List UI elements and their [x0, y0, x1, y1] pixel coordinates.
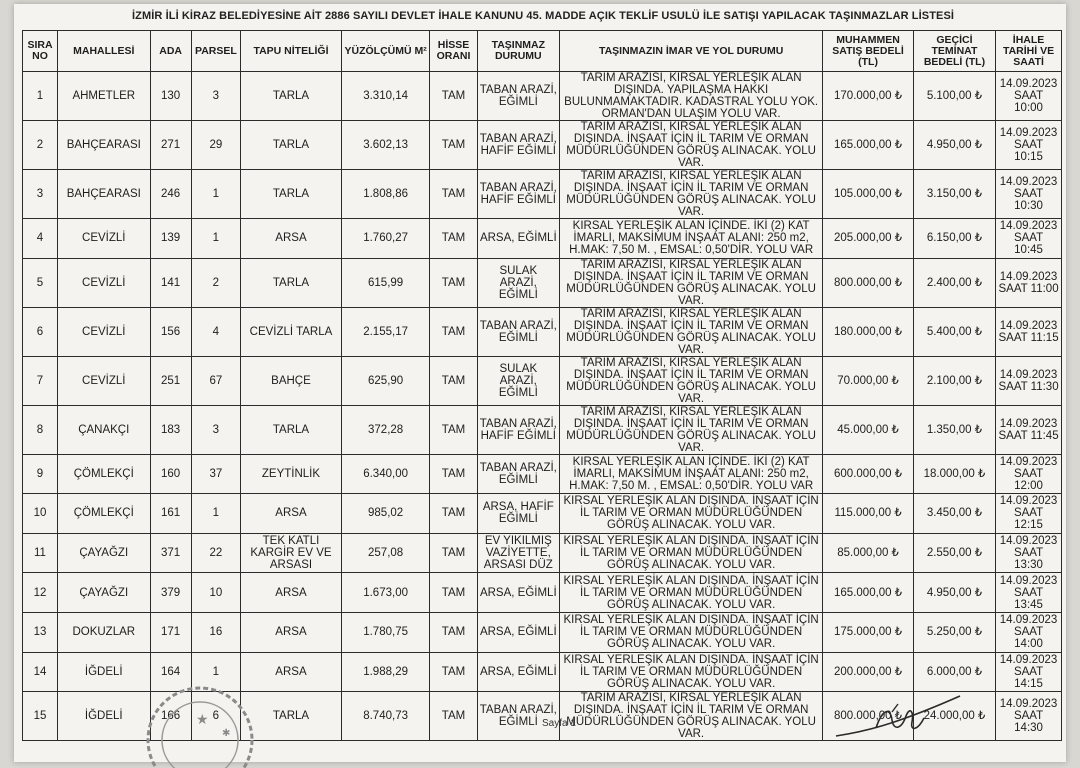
table-row	[23, 494, 1062, 534]
row-tapu: TARLA	[241, 72, 342, 121]
row-tapu: TARLA	[241, 692, 342, 741]
row-yuzolcumu: 1.988,29	[341, 652, 429, 692]
row-durum: SULAK ARAZİ, EĞİMLİ	[477, 258, 559, 307]
row-tarih	[996, 356, 1062, 405]
row-parsel: 16	[191, 612, 240, 652]
header-durum: TAŞINMAZ DURUMU	[477, 31, 559, 72]
row-bedel: 105.000,00 ₺	[823, 170, 914, 219]
row-mahalle: DOKUZLAR	[57, 612, 150, 652]
row-bedel: 85.000,00 ₺	[823, 533, 914, 573]
row-tarih-saat: SAAT 10:30	[1013, 188, 1044, 212]
row-tarih	[996, 307, 1062, 356]
row-tarih-saat: SAAT 11:15	[998, 331, 1059, 344]
row-teminat: 3.450,00 ₺	[913, 494, 995, 534]
row-teminat: 2.100,00 ₺	[913, 356, 995, 405]
row-yuzolcumu: 257,08	[341, 533, 429, 573]
row-tarih-date: 14.09.2023	[999, 698, 1058, 711]
row-tarih-saat: SAAT 10:00	[1013, 90, 1044, 114]
table-row	[23, 258, 1062, 307]
svg-text:★: ★	[196, 712, 209, 728]
property-table	[22, 30, 1062, 741]
row-yuzolcumu: 1.780,75	[341, 612, 429, 652]
row-imar: TARIM ARAZİSİ, KIRSAL YERLEŞİK ALAN DIŞINDA. İNŞAAT İÇİN İL TARIM VE ORMAN MÜDÜRLÜĞÜNDEN GÖRÜŞ ALINACAK. YOLU VAR.	[559, 692, 822, 741]
row-sira: 11	[23, 533, 58, 573]
row-tapu: TARLA	[241, 405, 342, 454]
row-ada: 171	[150, 612, 191, 652]
row-teminat: 4.950,00 ₺	[913, 573, 995, 613]
row-tarih	[996, 573, 1062, 613]
table-row	[23, 573, 1062, 613]
row-mahalle: CEVİZLİ	[57, 258, 150, 307]
row-durum: TABAN ARAZİ, HAFİF EĞİMLİ	[477, 170, 559, 219]
row-tarih-saat: SAAT 11:00	[998, 282, 1059, 295]
row-durum: ARSA, EĞİMLİ	[477, 573, 559, 613]
row-durum: EV YIKILMIŞ VAZİYETTE, ARSASI DÜZ	[477, 533, 559, 573]
row-ada: 161	[150, 494, 191, 534]
row-durum: TABAN ARAZİ, EĞİMLİ	[477, 454, 559, 494]
row-tapu: ARSA	[241, 494, 342, 534]
row-tapu: TARLA	[241, 170, 342, 219]
table-row	[23, 121, 1062, 170]
table-row	[23, 612, 1062, 652]
row-tarih	[996, 652, 1062, 692]
table-row	[23, 454, 1062, 494]
row-hisse: TAM	[430, 405, 477, 454]
row-ada: 251	[150, 356, 191, 405]
row-bedel: 70.000,00 ₺	[823, 356, 914, 405]
row-hisse: TAM	[430, 356, 477, 405]
row-parsel: 2	[191, 258, 240, 307]
row-bedel: 165.000,00 ₺	[823, 121, 914, 170]
table-header-row	[23, 31, 1062, 72]
row-yuzolcumu: 1.808,86	[341, 170, 429, 219]
row-tarih	[996, 258, 1062, 307]
row-ada: 246	[150, 170, 191, 219]
row-durum: ARSA, EĞİMLİ	[477, 652, 559, 692]
row-tarih	[996, 692, 1062, 741]
row-bedel: 45.000,00 ₺	[823, 405, 914, 454]
row-sira: 6	[23, 307, 58, 356]
row-durum: ARSA, EĞİMLİ	[477, 219, 559, 259]
row-teminat: 2.400,00 ₺	[913, 258, 995, 307]
row-sira: 5	[23, 258, 58, 307]
row-tapu: ARSA	[241, 612, 342, 652]
row-yuzolcumu: 6.340,00	[341, 454, 429, 494]
row-mahalle: ÇÖMLEKÇİ	[57, 454, 150, 494]
row-parsel: 22	[191, 533, 240, 573]
row-parsel: 1	[191, 170, 240, 219]
row-tarih-date: 14.09.2023	[999, 495, 1058, 508]
row-yuzolcumu: 3.310,14	[341, 72, 429, 121]
row-teminat: 6.000,00 ₺	[913, 652, 995, 692]
row-sira: 14	[23, 652, 58, 692]
row-imar: KIRSAL YERLEŞİK ALAN DIŞINDA. İNŞAAT İÇİN İL TARIM VE ORMAN MÜDÜRLÜĞÜNDEN GÖRÜŞ ALINACAK. YOLU VAR.	[559, 573, 822, 613]
row-parsel: 37	[191, 454, 240, 494]
row-hisse: TAM	[430, 612, 477, 652]
table-row	[23, 356, 1062, 405]
row-tarih	[996, 454, 1062, 494]
row-tarih-date: 14.09.2023	[999, 455, 1058, 468]
row-ada: 156	[150, 307, 191, 356]
row-imar: KIRSAL YERLEŞİK ALAN İÇİNDE. İKİ (2) KAT İMARLI, MAKSİMUM İNŞAAT ALANI: 250 m2, H.MAK: 7,50 M. , EMSAL: 0,50'DİR. YOLU VAR	[559, 454, 822, 494]
row-sira: 10	[23, 494, 58, 534]
header-tapu: TAPU NİTELİĞİ	[241, 31, 342, 72]
row-tarih-saat: SAAT 11:30	[998, 380, 1059, 393]
row-imar: KIRSAL YERLEŞİK ALAN DIŞINDA. İNŞAAT İÇİN İL TARIM VE ORMAN MÜDÜRLÜĞÜNDEN GÖRÜŞ ALINACAK. YOLU VAR.	[559, 533, 822, 573]
svg-text:✱: ✱	[222, 728, 231, 739]
header-imar: TAŞINMAZIN İMAR VE YOL DURUMU	[559, 31, 822, 72]
official-stamp-icon	[130, 678, 260, 768]
row-mahalle: İĞDELİ	[57, 652, 150, 692]
row-mahalle: BAHÇEARASI	[57, 121, 150, 170]
row-yuzolcumu: 2.155,17	[341, 307, 429, 356]
row-ada: 160	[150, 454, 191, 494]
row-tarih	[996, 170, 1062, 219]
row-imar: TARIM ARAZİSİ, KIRSAL YERLEŞİK ALAN DIŞINDA. İNŞAAT İÇİN İL TARIM VE ORMAN MÜDÜRLÜĞÜNDEN GÖRÜŞ ALINACAK. YOLU VAR.	[559, 307, 822, 356]
row-bedel: 800.000,00 ₺	[823, 258, 914, 307]
row-tarih-saat: SAAT 11:45	[998, 429, 1059, 442]
row-parsel: 1	[191, 219, 240, 259]
row-mahalle: CEVİZLİ	[57, 356, 150, 405]
row-yuzolcumu: 625,90	[341, 356, 429, 405]
row-tarih-saat: SAAT 14:15	[1013, 665, 1044, 690]
row-sira: 7	[23, 356, 58, 405]
row-imar: TARIM ARAZİSİ, KIRSAL YERLEŞİK ALAN DIŞINDA. İNŞAAT İÇİN İL TARIM VE ORMAN MÜDÜRLÜĞÜNDEN GÖRÜŞ ALINACAK. YOLU VAR.	[559, 121, 822, 170]
header-hisse: HİSSE ORANI	[430, 31, 477, 72]
row-yuzolcumu: 1.673,00	[341, 573, 429, 613]
row-hisse: TAM	[430, 307, 477, 356]
row-ada: 166	[150, 692, 191, 741]
signature-icon	[832, 692, 962, 744]
row-hisse: TAM	[430, 494, 477, 534]
row-imar: KIRSAL YERLEŞİK ALAN DIŞINDA. İNŞAAT İÇİN İL TARIM VE ORMAN MÜDÜRLÜĞÜNDEN GÖRÜŞ ALINACAK. YOLU VAR.	[559, 494, 822, 534]
row-tarih-date: 14.09.2023	[999, 614, 1058, 627]
row-sira: 9	[23, 454, 58, 494]
row-tarih	[996, 612, 1062, 652]
row-tapu: TARLA	[241, 121, 342, 170]
table-row	[23, 219, 1062, 259]
row-hisse: TAM	[430, 692, 477, 741]
row-parsel: 1	[191, 652, 240, 692]
row-durum: ARSA, HAFİF EĞİMLİ	[477, 494, 559, 534]
row-tarih-saat: SAAT 12:15	[1013, 507, 1044, 532]
row-ada: 164	[150, 652, 191, 692]
row-tarih	[996, 405, 1062, 454]
row-ada: 371	[150, 533, 191, 573]
row-durum: ARSA, EĞİMLİ	[477, 612, 559, 652]
row-parsel: 3	[191, 405, 240, 454]
row-tarih-saat: SAAT 14:30	[1013, 710, 1044, 735]
row-tarih-date: 14.09.2023	[999, 220, 1058, 233]
row-hisse: TAM	[430, 121, 477, 170]
row-tapu: ZEYTİNLİK	[241, 454, 342, 494]
table-row	[23, 170, 1062, 219]
row-hisse: TAM	[430, 170, 477, 219]
row-imar: TARIM ARAZİSİ, KIRSAL YERLEŞİK ALAN DIŞINDA. İNŞAAT İÇİN İL TARIM VE ORMAN MÜDÜRLÜĞÜNDEN GÖRÜŞ ALINACAK. YOLU VAR.	[559, 356, 822, 405]
row-tarih-date: 14.09.2023	[999, 574, 1058, 587]
row-tarih	[996, 121, 1062, 170]
table-row	[23, 72, 1062, 121]
row-tarih-date: 14.09.2023	[999, 417, 1058, 430]
row-teminat: 3.150,00 ₺	[913, 170, 995, 219]
row-teminat: 4.950,00 ₺	[913, 121, 995, 170]
row-parsel: 1	[191, 494, 240, 534]
header-teminat: GEÇİCİ TEMİNAT BEDELİ (TL)	[913, 31, 995, 72]
row-ada: 139	[150, 219, 191, 259]
row-durum: TABAN ARAZİ, EĞİMLİ	[477, 307, 559, 356]
row-parsel: 10	[191, 573, 240, 613]
row-bedel: 175.000,00 ₺	[823, 612, 914, 652]
row-hisse: TAM	[430, 533, 477, 573]
row-hisse: TAM	[430, 258, 477, 307]
row-durum: TABAN ARAZİ, EĞİMLİ	[477, 72, 559, 121]
row-hisse: TAM	[430, 652, 477, 692]
row-parsel: 67	[191, 356, 240, 405]
row-yuzolcumu: 8.740,73	[341, 692, 429, 741]
row-mahalle: ÇÖMLEKÇİ	[57, 494, 150, 534]
row-ada: 141	[150, 258, 191, 307]
row-mahalle: CEVİZLİ	[57, 219, 150, 259]
row-tapu: CEVİZLİ TARLA	[241, 307, 342, 356]
row-mahalle: BAHÇEARASI	[57, 170, 150, 219]
row-imar: TARIM ARAZİSİ, KIRSAL YERLEŞİK ALAN DIŞINDA. İNŞAAT İÇİN İL TARIM VE ORMAN MÜDÜRLÜĞÜNDEN GÖRÜŞ ALINACAK. YOLU VAR.	[559, 170, 822, 219]
row-tapu: BAHÇE	[241, 356, 342, 405]
row-teminat: 5.100,00 ₺	[913, 72, 995, 121]
row-teminat: 24.000,00 ₺	[913, 692, 995, 741]
row-ada: 183	[150, 405, 191, 454]
row-yuzolcumu: 372,28	[341, 405, 429, 454]
row-hisse: TAM	[430, 573, 477, 613]
row-imar: TARIM ARAZİSİ, KIRSAL YERLEŞİK ALAN DIŞINDA. İNŞAAT İÇİN İL TARIM VE ORMAN MÜDÜRLÜĞÜNDEN GÖRÜŞ ALINACAK. YOLU VAR.	[559, 405, 822, 454]
row-bedel: 200.000,00 ₺	[823, 652, 914, 692]
row-tapu: ARSA	[241, 573, 342, 613]
row-tapu: TARLA	[241, 258, 342, 307]
row-ada: 130	[150, 72, 191, 121]
row-tarih-date: 14.09.2023	[999, 78, 1058, 90]
row-tarih	[996, 494, 1062, 534]
row-imar: KIRSAL YERLEŞİK ALAN DIŞINDA. İNŞAAT İÇİN İL TARIM VE ORMAN MÜDÜRLÜĞÜNDEN GÖRÜŞ ALINACAK. YOLU VAR.	[559, 652, 822, 692]
row-teminat: 5.400,00 ₺	[913, 307, 995, 356]
row-tarih-date: 14.09.2023	[999, 127, 1058, 139]
row-mahalle: AHMETLER	[57, 72, 150, 121]
row-hisse: TAM	[430, 72, 477, 121]
row-tarih-saat: SAAT 10:45	[1013, 232, 1044, 257]
row-tapu: ARSA	[241, 652, 342, 692]
row-teminat: 1.350,00 ₺	[913, 405, 995, 454]
row-sira: 13	[23, 612, 58, 652]
row-parsel: 3	[191, 72, 240, 121]
row-parsel: 6	[191, 692, 240, 741]
row-sira: 8	[23, 405, 58, 454]
row-bedel: 115.000,00 ₺	[823, 494, 914, 534]
row-sira: 15	[23, 692, 58, 741]
row-tarih-saat: SAAT 10:15	[1013, 139, 1044, 163]
row-tarih	[996, 219, 1062, 259]
row-tarih-date: 14.09.2023	[999, 368, 1058, 381]
row-mahalle: ÇANAKÇI	[57, 405, 150, 454]
header-mahalle: MAHALLESİ	[57, 31, 150, 72]
row-tarih-date: 14.09.2023	[999, 535, 1058, 548]
row-sira: 3	[23, 170, 58, 219]
row-durum: TABAN ARAZİ, EĞİMLİ	[477, 692, 559, 741]
row-ada: 379	[150, 573, 191, 613]
page-number: Sayfa 1	[542, 718, 576, 729]
row-tarih-saat: SAAT 14:00	[1013, 626, 1044, 651]
row-parsel: 4	[191, 307, 240, 356]
row-hisse: TAM	[430, 219, 477, 259]
row-sira: 4	[23, 219, 58, 259]
row-bedel: 600.000,00 ₺	[823, 454, 914, 494]
row-bedel: 800.000,00 ₺	[823, 692, 914, 741]
row-teminat: 6.150,00 ₺	[913, 219, 995, 259]
row-imar: KIRSAL YERLEŞİK ALAN İÇİNDE. İKİ (2) KAT İMARLI, MAKSİMUM İNŞAAT ALANI: 250 m2, H.MAK: 7,50 M. , EMSAL: 0,50'DİR. YOLU VAR	[559, 219, 822, 259]
row-mahalle: ÇAYAĞZI	[57, 533, 150, 573]
row-tarih-date: 14.09.2023	[999, 270, 1058, 283]
row-yuzolcumu: 985,02	[341, 494, 429, 534]
table-row	[23, 307, 1062, 356]
row-durum: SULAK ARAZİ, EĞİMLİ	[477, 356, 559, 405]
header-parsel: PARSEL	[191, 31, 240, 72]
row-teminat: 18.000,00 ₺	[913, 454, 995, 494]
row-bedel: 180.000,00 ₺	[823, 307, 914, 356]
header-bedel: MUHAMMEN SATIŞ BEDELİ (TL)	[823, 31, 914, 72]
row-yuzolcumu: 3.602,13	[341, 121, 429, 170]
row-mahalle: İĞDELİ	[57, 692, 150, 741]
row-tarih-date: 14.09.2023	[999, 176, 1058, 188]
row-ada: 271	[150, 121, 191, 170]
row-sira: 2	[23, 121, 58, 170]
header-sira: SIRA NO	[23, 31, 58, 72]
row-durum: TABAN ARAZİ, HAFİF EĞİMLİ	[477, 121, 559, 170]
header-tarih: İHALE TARİHİ VE SAATİ	[996, 31, 1062, 72]
row-yuzolcumu: 1.760,27	[341, 219, 429, 259]
row-teminat: 2.550,00 ₺	[913, 533, 995, 573]
row-mahalle: ÇAYAĞZI	[57, 573, 150, 613]
header-ada: ADA	[150, 31, 191, 72]
table-row	[23, 405, 1062, 454]
row-tarih	[996, 72, 1062, 121]
document-page	[14, 4, 1066, 762]
row-imar: TARIM ARAZİSİ, KIRSAL YERLEŞİK ALAN DIŞINDA. İNŞAAT İÇİN İL TARIM VE ORMAN MÜDÜRLÜĞÜNDEN GÖRÜŞ ALINACAK. YOLU VAR.	[559, 258, 822, 307]
row-mahalle: CEVİZLİ	[57, 307, 150, 356]
row-tarih-saat: SAAT 13:45	[1013, 586, 1044, 611]
row-imar: KIRSAL YERLEŞİK ALAN DIŞINDA. İNŞAAT İÇİN İL TARIM VE ORMAN MÜDÜRLÜĞÜNDEN GÖRÜŞ ALINACAK. YOLU VAR.	[559, 612, 822, 652]
header-yuzolcumu: YÜZÖLÇÜMÜ M²	[341, 31, 429, 72]
row-tarih-date: 14.09.2023	[999, 653, 1058, 666]
row-bedel: 165.000,00 ₺	[823, 573, 914, 613]
row-imar: TARIM ARAZİSİ, KIRSAL YERLEŞİK ALAN DIŞINDA. YAPILAŞMA HAKKI BULUNMAMAKTADIR. KADASTRAL YOLU YOK. ORMAN'DAN ULAŞIM YOLU VAR.	[559, 72, 822, 121]
row-tarih	[996, 533, 1062, 573]
row-parsel: 29	[191, 121, 240, 170]
row-teminat: 5.250,00 ₺	[913, 612, 995, 652]
document-title: İZMİR İLİ KİRAZ BELEDİYESİNE AİT 2886 SAYILI DEVLET İHALE KANUNU 45. MADDE AÇIK TEKLİF USULÜ İLE SATIŞI YAPILACAK TAŞINMAZLAR LİSTESİ	[132, 10, 955, 22]
row-tarih-saat: SAAT 12:00	[1013, 467, 1044, 492]
row-tarih-saat: SAAT 13:30	[1013, 547, 1044, 572]
row-bedel: 205.000,00 ₺	[823, 219, 914, 259]
row-tapu: TEK KATLI KARGİR EV VE ARSASI	[241, 533, 342, 573]
row-durum: TABAN ARAZİ, HAFİF EĞİMLİ	[477, 405, 559, 454]
table-row	[23, 533, 1062, 573]
row-tapu: ARSA	[241, 219, 342, 259]
row-sira: 12	[23, 573, 58, 613]
row-hisse: TAM	[430, 454, 477, 494]
row-sira: 1	[23, 72, 58, 121]
row-tarih-date: 14.09.2023	[999, 319, 1058, 332]
row-yuzolcumu: 615,99	[341, 258, 429, 307]
row-bedel: 170.000,00 ₺	[823, 72, 914, 121]
